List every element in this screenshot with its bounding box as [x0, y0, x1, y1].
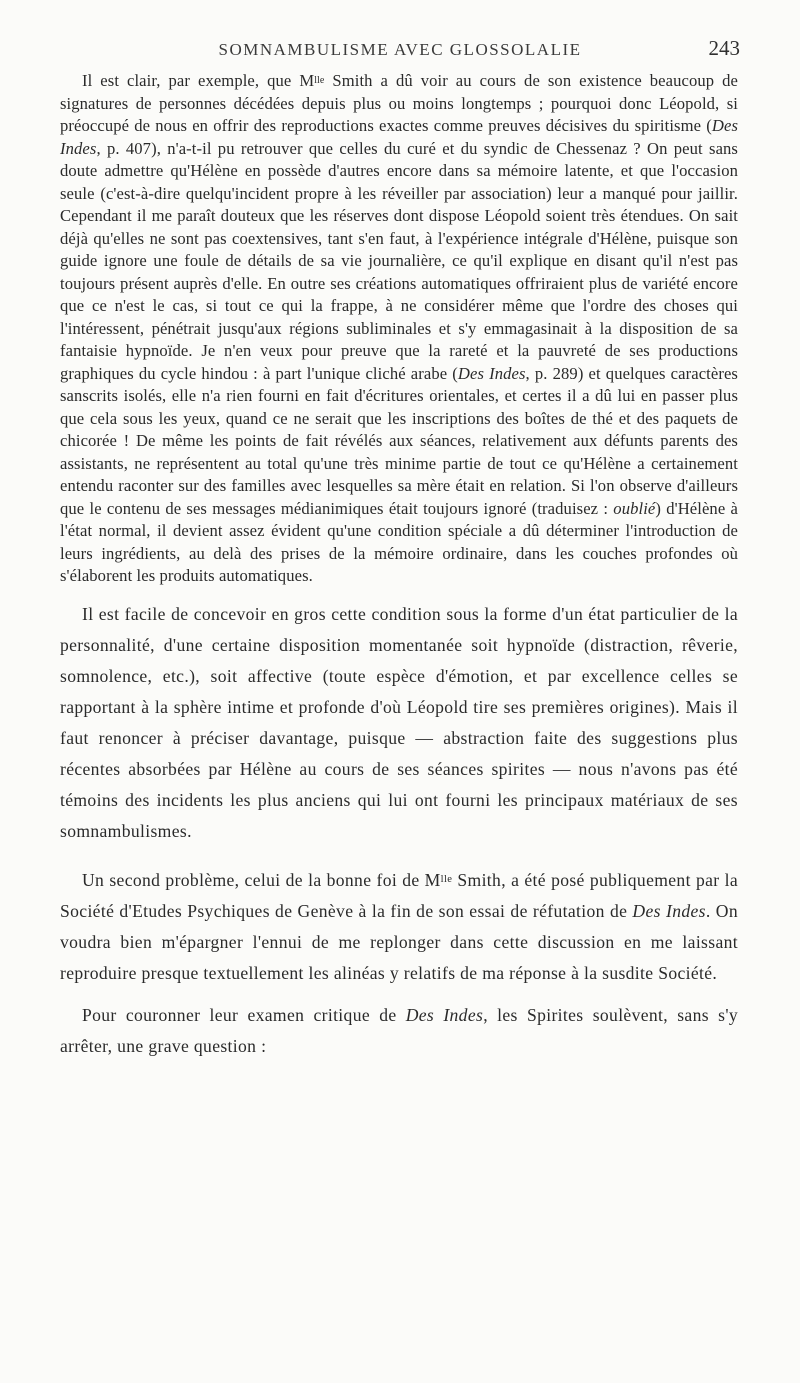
page-header — [60, 36, 740, 66]
paragraph-3-text-b: Smith, a été posé publiquement par la Société d'Etudes Psychiques de Genève à la fin de son essai de réfutation de — [60, 869, 738, 921]
paragraph-1-sup: lle — [314, 74, 325, 86]
paragraph-3-sup: lle — [440, 873, 453, 885]
paragraph-3 — [60, 865, 738, 989]
paragraph-4-text-a: Pour couronner leur examen critique de — [82, 1004, 406, 1025]
paragraph-1-title-ref-2: Des Indes — [457, 363, 526, 383]
paragraph-4 — [60, 1000, 738, 1062]
paragraph-3-title-ref: Des Indes — [632, 900, 706, 921]
paragraph-1-text-c: , p. 407), n'a-t-il pu retrouver que celles du curé et du syndic de Chessenaz ? On peut sans doute admettre qu'Hélène en possède d'autres encore dans sa mémoire latente, et que l'occasion seule (c'est-à-dire quelqu'incident propre à les réveiller par association) leur a manqué pour jaillir. Cependant il me paraît douteux que les réserves dont dispose Léopold soient très étendues. On sait déjà qu'elles ne sont pas coextensives, tant s'en faut, à l'expérience intégrale d'Hélène, puisque son guide ignore une foule de détails de sa vie journalière, ce qu'il explique en disant qu'il n'est pas toujours présent auprès d'elle. En outre ses créations automatiques offriraient plus de variété encore que ce n'est le cas, si tout ce qui la frappe, à ne considérer même que l'ordre des choses qui l'intéressent, pénétrait jusqu'aux régions subliminales et s'y emmagasinait à la disposition de sa fantaisie hypnoïde. Je n'en veux pour preuve que la rareté et la pauvreté de ses productions graphiques du cycle hindou : à part l'unique cliché arabe ( — [60, 138, 738, 383]
paragraph-4-title-ref: Des Indes — [405, 1004, 484, 1025]
paragraph-1-emphasis: oublié — [613, 498, 656, 518]
paragraph-1-text-b: Smith a dû voir au cours de son existence beaucoup de signatures de personnes décédées depuis plus ou moins longtemps ; pourquoi donc Léopold, si préoccupé de nous en offrir des reproductions exactes comme preuves décisives du spiritisme ( — [60, 71, 738, 135]
paragraph-4-text-b: , les Spirites soulèvent, sans s'y arrêter, une grave question : — [60, 1004, 738, 1056]
page-number: 243 — [708, 36, 740, 60]
paragraph-2: Il est facile de concevoir en gros cette condition sous la forme d'un état particulier de la personnalité, d'une certaine disposition momentanée soit hypnoïde (distraction, rêverie, somnolence, etc.), soit affective (toute espèce d'émotion, et par excellence celles se rapportant à la sphère intime et profonde d'où Léopold tire ses premières origines). Mais il faut renoncer à préciser davantage, puisque — abstraction faite des suggestions plus récentes absorbées par Hélène au cours de ses séances spirites — nous n'avons pas été témoins des incidents les plus anciens qui lui ont fourni les principaux matériaux de ses somnambulismes. — [60, 603, 738, 841]
paragraph-1-text-a: Il est clair, par exemple, que M — [82, 71, 315, 90]
paragraph-1-text-d: , p. 289) et quelques caractères sanscrits isolés, elle n'a rien fourni en fait d'écritures orientales, et certes il a dû lui en passer plus que cela sous les yeux, quand ce ne serait que les inscriptions des boîtes de thé et des paquets de chicorée ! De même les points de fait révélés aux séances, relativement aux défunts parents des assistants, ne représentent au total qu'une très minime partie de tout ce qu'Hélène a certainement entendu raconter sur des familles avec lesquelles sa mère était en relation. Si l'on observe d'ailleurs que le contenu de ses messages médianimiques était toujours ignoré (traduisez : — [60, 363, 738, 518]
paragraph-1 — [60, 70, 738, 588]
paragraph-3-text-a: Un second problème, celui de la bonne foi de M — [82, 869, 441, 890]
paragraph-3-text-c: . On voudra bien m'épargner l'ennui de me replonger dans cette discussion en me laissant reproduire presque textuellement les alinéas y relatifs de ma réponse à la susdite Société. — [60, 900, 738, 983]
body-text — [60, 70, 738, 1062]
paragraph-1-text-e: ) d'Hélène à l'état normal, il devient assez évident qu'une condition spéciale a dû déterminer l'introduction de leurs ingrédients, au delà des prises de la mémoire ordinaire, dans les couches profondes où s'élaborent les produits automatiques. — [60, 498, 738, 585]
paragraph-1-title-ref-1: Des Indes — [60, 116, 738, 158]
running-title: SOMNAMBULISME AVEC GLOSSOLALIE — [218, 40, 582, 59]
